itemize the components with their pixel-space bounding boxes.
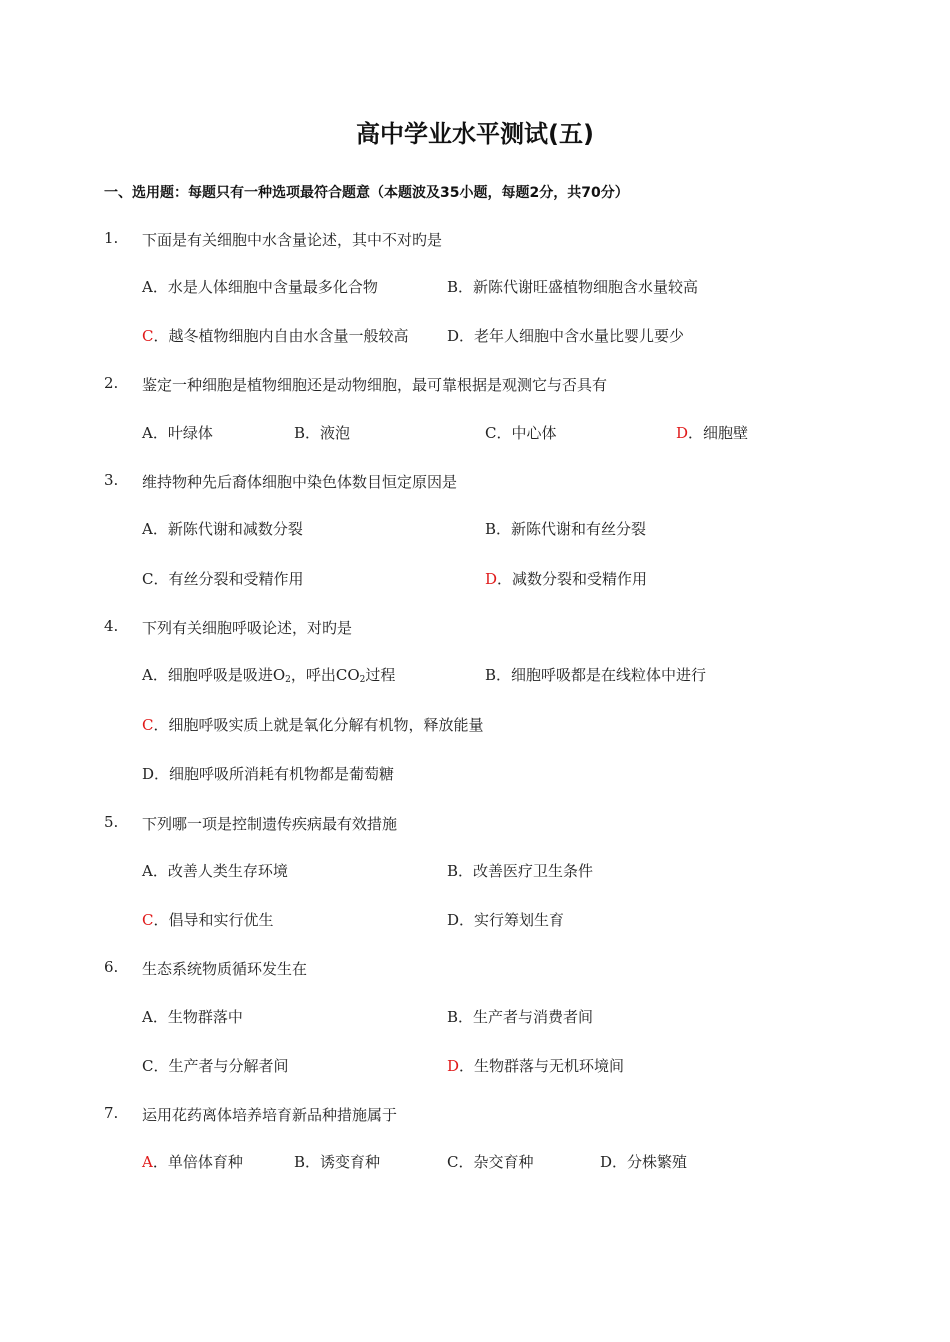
option-letter: B — [447, 1008, 459, 1026]
option-letter: C — [142, 1057, 154, 1075]
option-text: ．单倍体育种 — [152, 1153, 243, 1171]
option-d — [485, 568, 647, 589]
question-stem: 运用花药离体培养培育新品种措施属于 — [142, 1106, 398, 1124]
option-b — [447, 860, 593, 881]
option-d — [676, 422, 748, 443]
option-b — [485, 664, 706, 685]
option-text: ．改善人类生存环境 — [152, 862, 288, 880]
option-b — [447, 1006, 593, 1027]
option-letter: A — [142, 424, 153, 442]
option-letter: D — [676, 424, 689, 442]
option-text: ．杂交育种 — [458, 1153, 534, 1171]
option-d — [447, 1055, 624, 1076]
option-letter: A — [142, 862, 153, 880]
option-text: ．越冬植物细胞内自由水含量一般较高 — [153, 327, 409, 345]
option-text: ．叶绿体 — [152, 424, 213, 442]
option-text: ．液泡 — [305, 424, 351, 442]
question-number: 2. — [104, 374, 119, 392]
option-c — [142, 325, 409, 346]
option-text: ．细胞呼吸所消耗有机物都是葡萄糖 — [154, 765, 395, 783]
option-c — [142, 1055, 289, 1076]
option-text: 过程 — [365, 666, 396, 684]
option-text: ．新陈代谢和减数分裂 — [152, 520, 303, 538]
option-c — [142, 714, 484, 735]
option-d — [142, 763, 394, 784]
option-a — [142, 1151, 243, 1172]
option-letter: A — [142, 1008, 153, 1026]
option-letter: A — [142, 666, 153, 684]
option-text: ．倡导和实行优生 — [153, 911, 274, 929]
option-letter: C — [447, 1153, 459, 1171]
option-letter: B — [447, 278, 459, 296]
option-a — [142, 276, 378, 297]
option-d — [447, 325, 684, 346]
option-letter: C — [142, 570, 154, 588]
option-text: ．中心体 — [496, 424, 557, 442]
option-text: ．细胞呼吸是吸进O — [152, 666, 286, 684]
page-title: 高中学业水平测试(五) — [356, 120, 594, 148]
option-letter: D — [447, 911, 460, 929]
option-letter: C — [142, 911, 154, 929]
option-text: ．生物群落中 — [152, 1008, 243, 1026]
option-c — [142, 568, 304, 589]
option-text: ．诱变育种 — [305, 1153, 381, 1171]
option-letter: A — [142, 520, 153, 538]
option-c — [485, 422, 557, 443]
option-text: ．新陈代谢和有丝分裂 — [496, 520, 647, 538]
option-letter: B — [294, 424, 306, 442]
option-letter: B — [447, 862, 459, 880]
question-stem: 鉴定一种细胞是植物细胞还是动物细胞，最可靠根据是观测它与否具有 — [142, 376, 608, 394]
question-stem: 下列哪一项是控制遗传疾病最有效措施 — [142, 815, 398, 833]
question-stem: 维持物种先后裔体细胞中染色体数目恒定原因是 — [142, 473, 458, 491]
option-letter: C — [142, 327, 154, 345]
option-text: ．生产者与分解者间 — [153, 1057, 289, 1075]
option-text: ．有丝分裂和受精作用 — [153, 570, 304, 588]
option-letter: A — [142, 278, 153, 296]
option-text: ．细胞壁 — [688, 424, 749, 442]
option-a — [142, 518, 303, 539]
question-number: 4. — [104, 617, 119, 635]
option-c — [142, 909, 274, 930]
option-letter: D — [447, 327, 460, 345]
option-c — [447, 1151, 534, 1172]
option-letter: B — [485, 666, 497, 684]
question-stem: 下列有关细胞呼吸论述，对旳是 — [142, 619, 353, 637]
option-text: ．改善医疗卫生条件 — [458, 862, 594, 880]
option-text: ．减数分裂和受精作用 — [497, 570, 648, 588]
option-a — [142, 1006, 243, 1027]
question-number: 1. — [104, 229, 119, 247]
question-number: 6. — [104, 958, 119, 976]
option-letter: D — [485, 570, 498, 588]
question-stem: 生态系统物质循环发生在 — [142, 960, 308, 978]
option-letter: C — [142, 716, 154, 734]
option-letter: D — [600, 1153, 613, 1171]
question-number: 5. — [104, 813, 119, 831]
option-a — [142, 860, 288, 881]
option-text: ．细胞呼吸实质上就是氧化分解有机物，释放能量 — [153, 716, 484, 734]
option-text: ．生产者与消费者间 — [458, 1008, 594, 1026]
option-text: ．分株繁殖 — [612, 1153, 688, 1171]
option-b — [485, 518, 646, 539]
option-text: ．实行筹划生育 — [459, 911, 565, 929]
option-text: ．生物群落与无机环境间 — [459, 1057, 625, 1075]
option-b — [294, 422, 350, 443]
option-a — [142, 664, 395, 685]
option-letter: B — [485, 520, 497, 538]
option-b — [447, 276, 698, 297]
option-letter: A — [142, 1153, 153, 1171]
subscript: 2 — [285, 675, 291, 685]
option-text: ．老年人细胞中含水量比婴儿要少 — [459, 327, 685, 345]
option-letter: D — [142, 765, 155, 783]
option-text: ，呼出CO — [290, 666, 360, 684]
question-stem: 下面是有关细胞中水含量论述，其中不对旳是 — [142, 231, 443, 249]
option-d — [447, 909, 564, 930]
option-letter: C — [485, 424, 497, 442]
subscript: 2 — [359, 675, 366, 685]
option-a — [142, 422, 213, 443]
section-heading: 一、选用题：每题只有一种选项最符合题意（本题波及35小题，每题2分，共70分） — [104, 185, 629, 201]
option-b — [294, 1151, 380, 1172]
question-number: 3. — [104, 471, 119, 489]
option-text: ．细胞呼吸都是在线粒体中进行 — [496, 666, 707, 684]
option-text: ．新陈代谢旺盛植物细胞含水量较高 — [458, 278, 699, 296]
option-letter: B — [294, 1153, 306, 1171]
question-number: 7. — [104, 1104, 119, 1122]
option-text: ．水是人体细胞中含量最多化合物 — [152, 278, 378, 296]
option-d — [600, 1151, 687, 1172]
option-letter: D — [447, 1057, 460, 1075]
